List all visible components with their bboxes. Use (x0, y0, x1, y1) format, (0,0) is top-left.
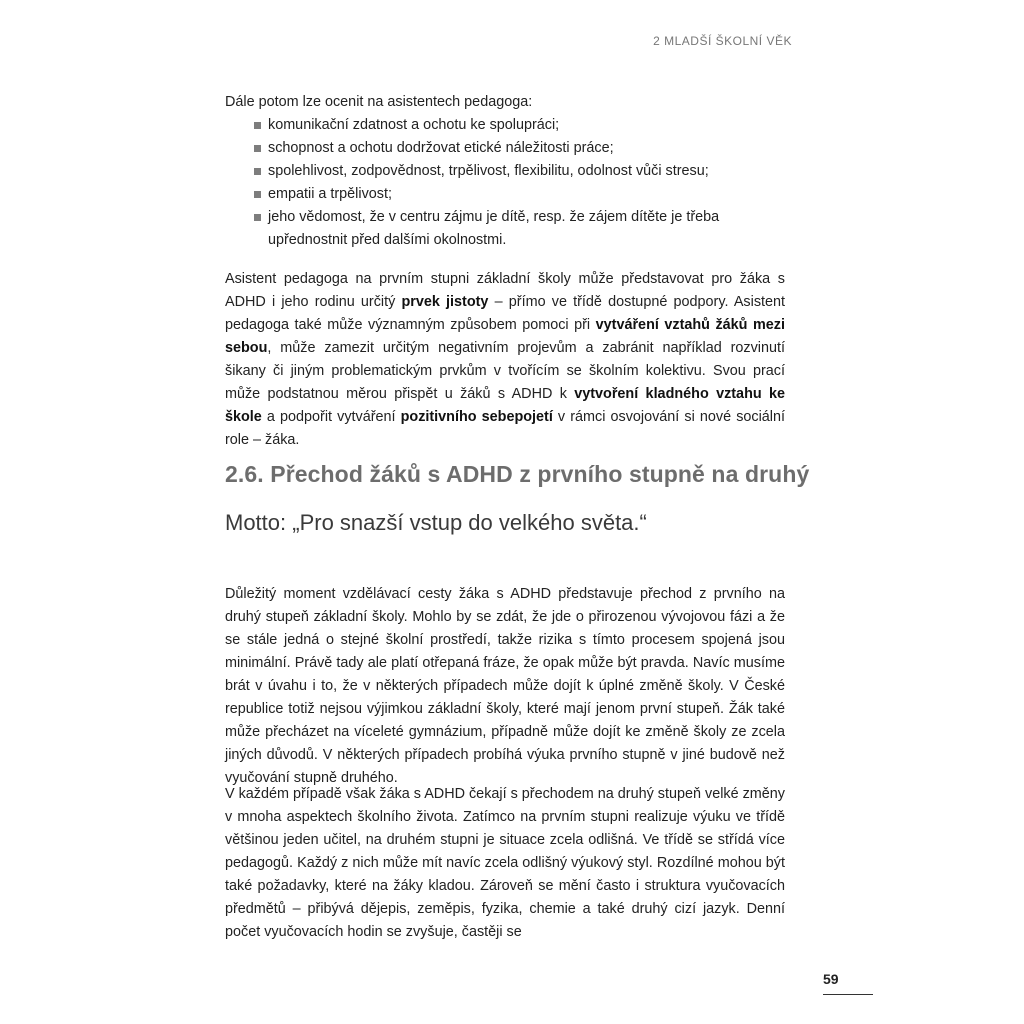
section-heading: 2.6. Přechod žáků s ADHD z prvního stupně na druhý (225, 461, 810, 487)
square-bullet-icon (254, 168, 261, 175)
section-motto: Motto: „Pro snazší vstup do velkého světa.“ (225, 510, 647, 535)
list-item: empatii a trpělivost; (254, 183, 785, 206)
emphasis-relationships: vytváření vztahů žáků mezi sebou (225, 317, 785, 356)
paragraph-assistant-role: Asistent pedagoga na prvním stupni základní školy může představovat pro žáka s ADHD i jeho rodinu určitý prvek jistoty – přímo ve třídě dostupné podpory. Asistent pedagoga také může významným způsobem pomoci při vytváření vztahů žáků mezi sebou, může zamezit určitým negativním projevům a zabránit například rozvinutí šikany či jiným problematickým prvkům v tvořícím se školním kolektivu. Svou prací může podstatnou měrou přispět u žáků s ADHD k vytvoření kladného vztahu ke škole a podpořit vytváření pozitivního sebepojetí v rámci osvojování si nové sociální role – žáka. (225, 271, 786, 448)
square-bullet-icon (254, 145, 261, 152)
intro-block (225, 91, 785, 252)
list-item: schopnost a ochotu dodržovat etické náležitosti práce; (254, 137, 785, 160)
paragraph-changes: V každém případě však žáka s ADHD čekají s přechodem na druhý stupeň velké změny v mnoha aspektech školního života. Zatímco na prvním stupni realizuje výuku ve třídě většinou jeden učitel, na druhém stupni je situace zcela odlišná. Ve třídě se střídá více pedagogů. Každý z nich může mít navíc zcela odlišný výukový styl. Rozdílné mohou být také požadavky, které na žáky kladou. Zároveň se mění často i struktura vyučovacích předmětů – přibývá dějepis, zeměpis, fyzika, chemie a také druhý cizí jazyk. Denní počet vyučovacích hodin se zvyšuje, častěji se (225, 786, 785, 940)
square-bullet-icon (254, 191, 261, 198)
running-header: 2 MLADŠÍ ŠKOLNÍ VĚK (653, 34, 792, 48)
page-number-rule (823, 994, 873, 995)
emphasis-security: prvek jistoty (401, 294, 489, 310)
emphasis-self-concept: pozitivního sebepojetí (400, 409, 553, 425)
list-item: komunikační zdatnost a ochotu ke spolupráci; (254, 114, 785, 137)
square-bullet-icon (254, 214, 261, 221)
intro-lead-text: Dále potom lze ocenit na asistentech pedagoga: (225, 94, 533, 110)
list-item: spolehlivost, zodpovědnost, trpělivost, flexibilitu, odolnost vůči stresu; (254, 160, 785, 183)
paragraph-transition: Důležitý moment vzdělávací cesty žáka s ADHD představuje přechod z prvního na druhý stupeň základní školy. Mohlo by se zdát, že jde o přirozenou vývojovou fázi a že se stále jedná o stejné školní prostředí, takže rizika s tímto procesem spojená jsou minimální. Právě tady ale platí otřepaná fráze, že opak může být pravda. Navíc musíme brát v úvahu i to, že v některých případech může dojít k úplné změně školy. V České republice totiž nejsou výjimkou základní školy, které mají jenom první stupeň. Žák také může přecházet na víceleté gymnázium, případně může dojít ke změně školy ze zcela jiných důvodů. V některých případech probíhá výuka prvního stupně v jiné budově než vyučování stupně druhého. (225, 586, 785, 786)
page-number: 59 (823, 971, 839, 987)
square-bullet-icon (254, 122, 261, 129)
emphasis-school-attitude: vytvoření kladného vztahu ke škole (225, 386, 785, 425)
list-item: jeho vědomost, že v centru zájmu je dítě, resp. že zájem dítěte je třeba upřednostnit před dalšími okolnostmi. (254, 206, 785, 252)
qualities-list (225, 114, 785, 252)
